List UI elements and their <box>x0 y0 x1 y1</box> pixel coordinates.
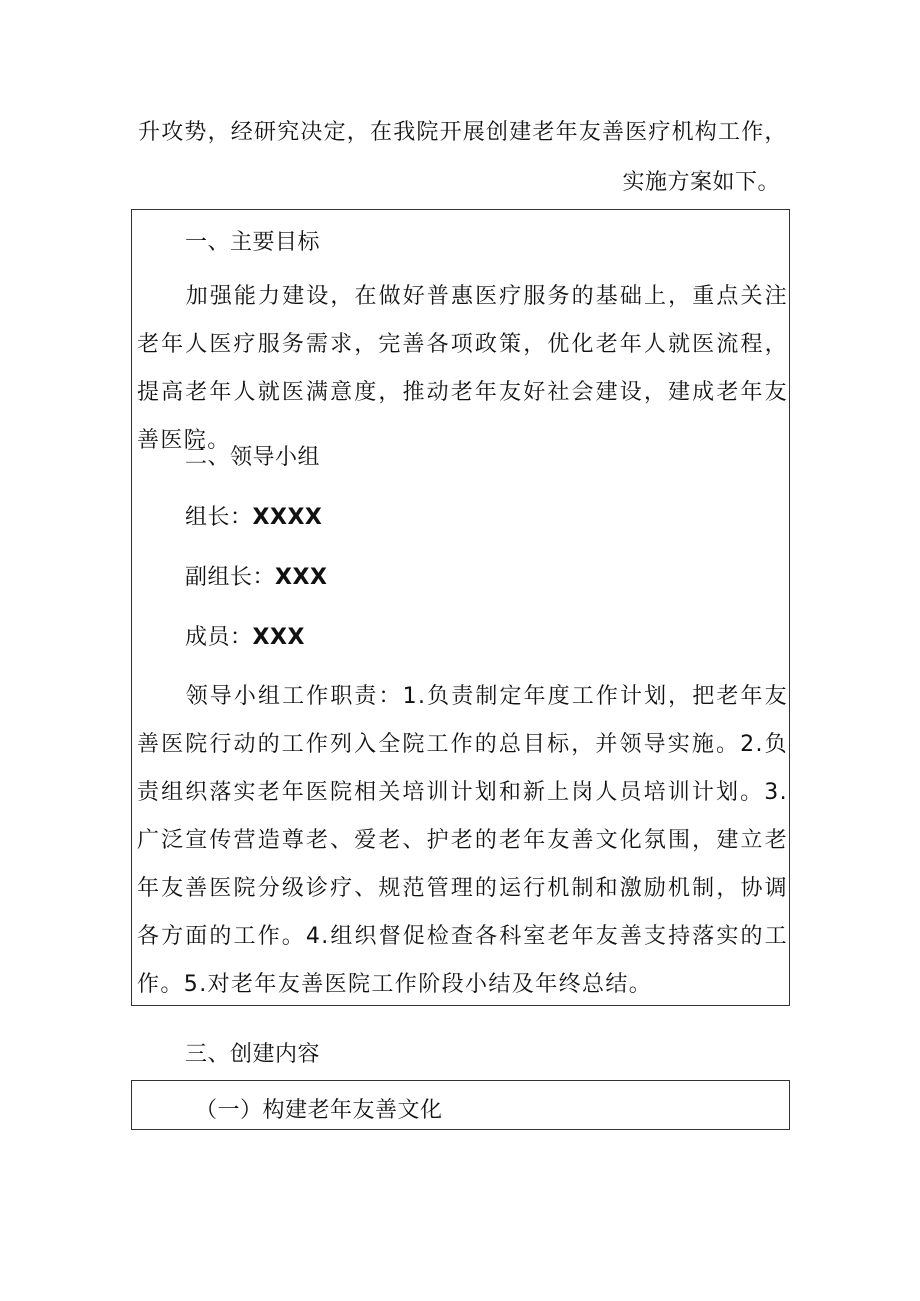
members-name: XXX <box>252 625 305 650</box>
goals-paragraph <box>137 273 788 465</box>
intro-line-1: 升攻势，经研究决定，在我院开展创建老年友善医疗机构工作， <box>138 120 788 145</box>
deputy-name: XXX <box>275 565 328 590</box>
heading-creation-content: 三、创建内容 <box>185 1042 321 1067</box>
leader-label: 组长： <box>185 505 253 530</box>
intro-line-2: 实施方案如下。 <box>622 170 780 195</box>
subheading-elderly-culture: （一）构建老年友善文化 <box>195 1098 443 1123</box>
deputy-label: 副组长： <box>185 565 276 590</box>
heading-main-goals: 一、主要目标 <box>185 230 321 255</box>
deputy-row <box>185 563 327 593</box>
heading-leadership-group: 二、领导小组 <box>185 445 321 470</box>
duties-paragraph <box>137 673 788 1009</box>
goals-text: 加强能力建设，在做好普惠医疗服务的基础上，重点关注老年人医疗服务需求，完善各项政策，优化老年人就医流程，提高老年人就医满意度，推动老年友好社会建设，建成老年友善医院。 <box>137 284 788 453</box>
duties-text: 领导小组工作职责：1.负责制定年度工作计划，把老年友善医院行动的工作列入全院工作的总目标，并领导实施。2.负责组织落实老年医院相关培训计划和新上岗人员培训计划。3.广泛宣传营造尊老、爱老、护老的老年友善文化氛围，建立老年友善医院分级诊疗、规范管理的运行机制和激励机制，协调各方面的工作。4.组织督促检查各科室老年友善支持落实的工作。5.对老年友善医院工作阶段小结及年终总结。 <box>137 684 788 997</box>
members-label: 成员： <box>185 625 253 650</box>
members-row <box>185 623 305 653</box>
leader-row <box>185 503 322 533</box>
leader-name: XXXX <box>252 505 323 530</box>
